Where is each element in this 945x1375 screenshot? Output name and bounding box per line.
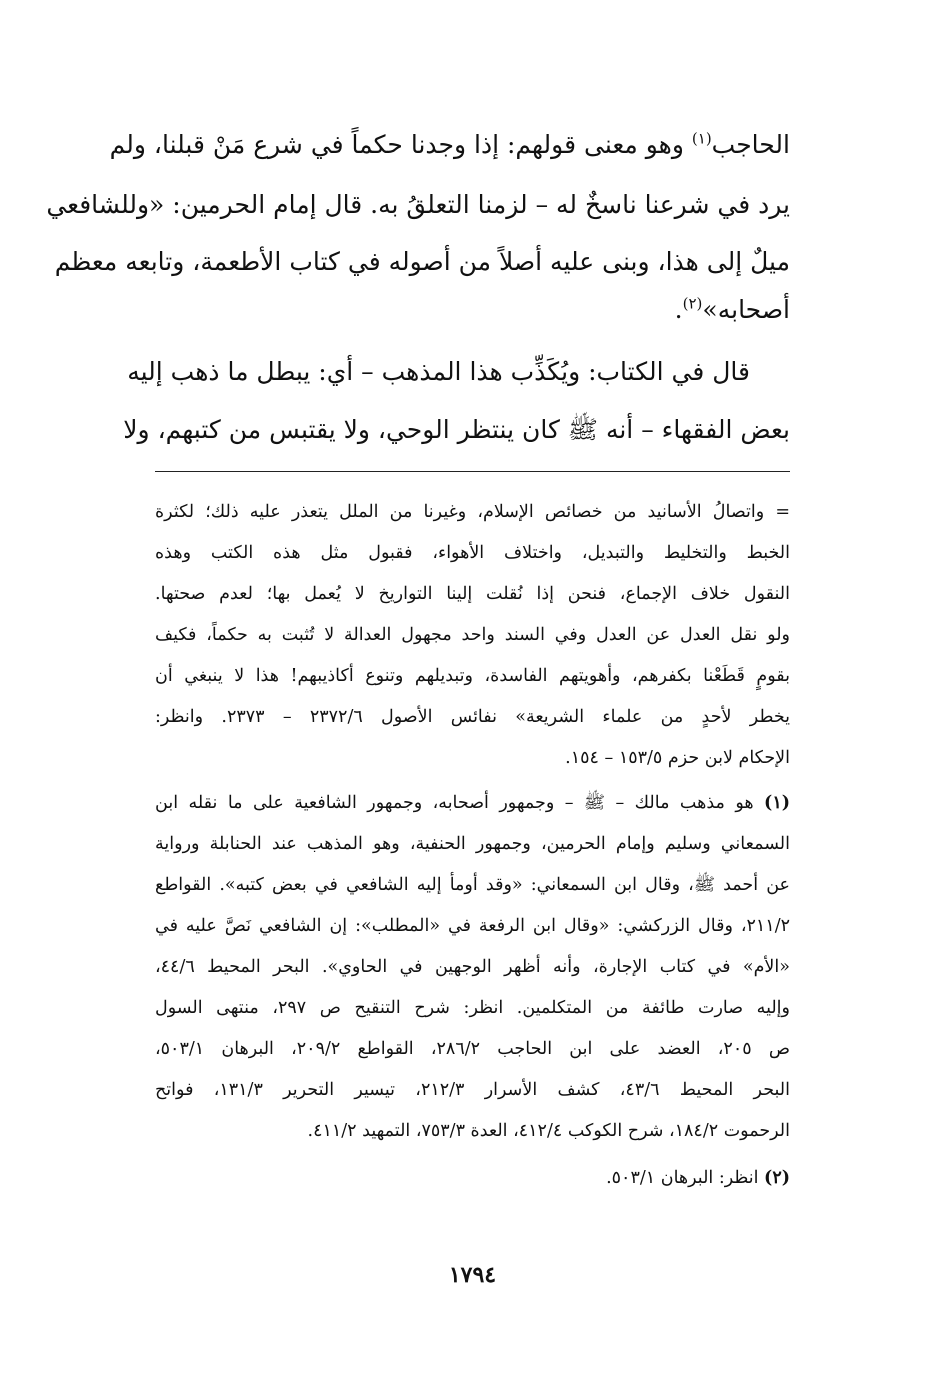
footnote-2-line: (٢) انظر: البرهان ٥٠٣/١. xyxy=(606,1168,790,1188)
footnote-1-line: «الأم» في كتاب الإجارة، وأنه أظهر الوجهين في الحاوي». البحر المحيط ٤٤/٦، xyxy=(155,957,790,977)
footnote-1-line: الرحموت ١٨٤/٢، شرح الكوكب ٤١٢/٤، العدة ٧٥٣/٣، التمهيد ٤١١/٢. xyxy=(307,1121,790,1141)
footnote-1-line: وإليه صارت طائفة من المتكلمين. انظر: شرح التنقيح ص ٢٩٧، منتهى السول xyxy=(155,998,790,1018)
page-number: ١٧٩٤ xyxy=(448,1262,497,1288)
footnote-1-line: السمعاني وسليم وإمام الحرمين، وجمهور الحنفية، وهو المذهب عند الحنابلة ورواية xyxy=(155,834,790,854)
footnote-1-line: ٢١١/٢، وقال الزركشي: «وقال ابن الرفعة في «المطلب»: إن الشافعي نَصَّ عليه في xyxy=(155,916,790,936)
footnote-ref-1: (١) xyxy=(691,129,712,148)
footnote-line: يخطر لأحدٍ من علماء الشريعة» نفائس الأصول ٢٣٧٢/٦ – ٢٣٧٣. وانظر: xyxy=(155,707,790,727)
main-line: الحاجب$^{(١)}$ وهو معنى قولهم: إذا وجدنا حكماً في شرع مَنْ قبلنا، ولم xyxy=(109,129,790,159)
footnote-ref-2: (٢) xyxy=(682,294,703,313)
main-line: قال في الكتاب: ويُكَذِّب هذا المذهب – أي: يبطل ما ذهب إليه xyxy=(127,357,750,386)
footnote-line: النقول خلاف الإجماع، فنحن إذا نُقلت إلينا التواريخ لا يُعمل بها؛ لعدم صحتها. xyxy=(155,584,790,604)
main-line: يرد في شرعنا ناسخٌ له – لزمنا التعلقُ به. قال إمام الحرمين: «وللشافعي xyxy=(46,190,790,219)
footnote-separator xyxy=(155,471,790,472)
footnote-1-line: البحر المحيط ٤٣/٦، كشف الأسرار ٢١٢/٣، تيسير التحرير ١٣١/٣، فواتح xyxy=(155,1080,790,1100)
footnote-1-number: (١) xyxy=(764,793,790,813)
footnote-1-line: عن أحمد ﷺ، وقال ابن السمعاني: «وقد أومأ إليه الشافعي في بعض كتبه». القواطع xyxy=(155,875,790,895)
footnote-line: ولو نقل العدل عن العدل وفي السند واحد مجهول العدالة لا تُثبت به حكماً، فكيف xyxy=(155,625,790,645)
footnote-line: الإحكام لابن حزم ١٥٣/٥ – ١٥٤. xyxy=(565,748,790,768)
main-line: أصحابه»$^{(٢)}$. xyxy=(674,294,790,324)
footnote-2-number: (٢) xyxy=(764,1168,790,1188)
footnote-1-line: (١) هو مذهب مالك – ﷺ – وجمهور أصحابه، وجمهور الشافعية على ما نقله ابن xyxy=(155,793,790,813)
footnote-1-line: ص ٢٠٥، العضد على ابن الحاجب ٢٨٦/٢، القواطع ٢٠٩/٢، البرهان ٥٠٣/١، xyxy=(155,1039,790,1059)
main-line: بعض الفقهاء – أنه ﷺ كان ينتظر الوحي، ولا يقتبس من كتبهم، ولا xyxy=(123,415,790,444)
footnote-line: بقومٍ قَطَعْنا بكفرهم، وأهويتهم الفاسدة، وتبديلهم وتنوع أكاذيبهم! هذا لا ينبغي أن xyxy=(155,666,790,686)
footnote-line: = واتصالُ الأسانيد من خصائص الإسلام، وغيرنا من الملل يتعذر عليه ذلك؛ لكثرة xyxy=(155,502,790,522)
main-line: ميلٌ إلى هذا، وبنى عليه أصلاً من أصوله في كتاب الأطعمة، وتابعه معظم xyxy=(54,247,790,276)
footnote-line: الخبط والتخليط والتبديل، واختلاف الأهواء، فقبول مثل هذه الكتب وهذه xyxy=(155,543,790,563)
